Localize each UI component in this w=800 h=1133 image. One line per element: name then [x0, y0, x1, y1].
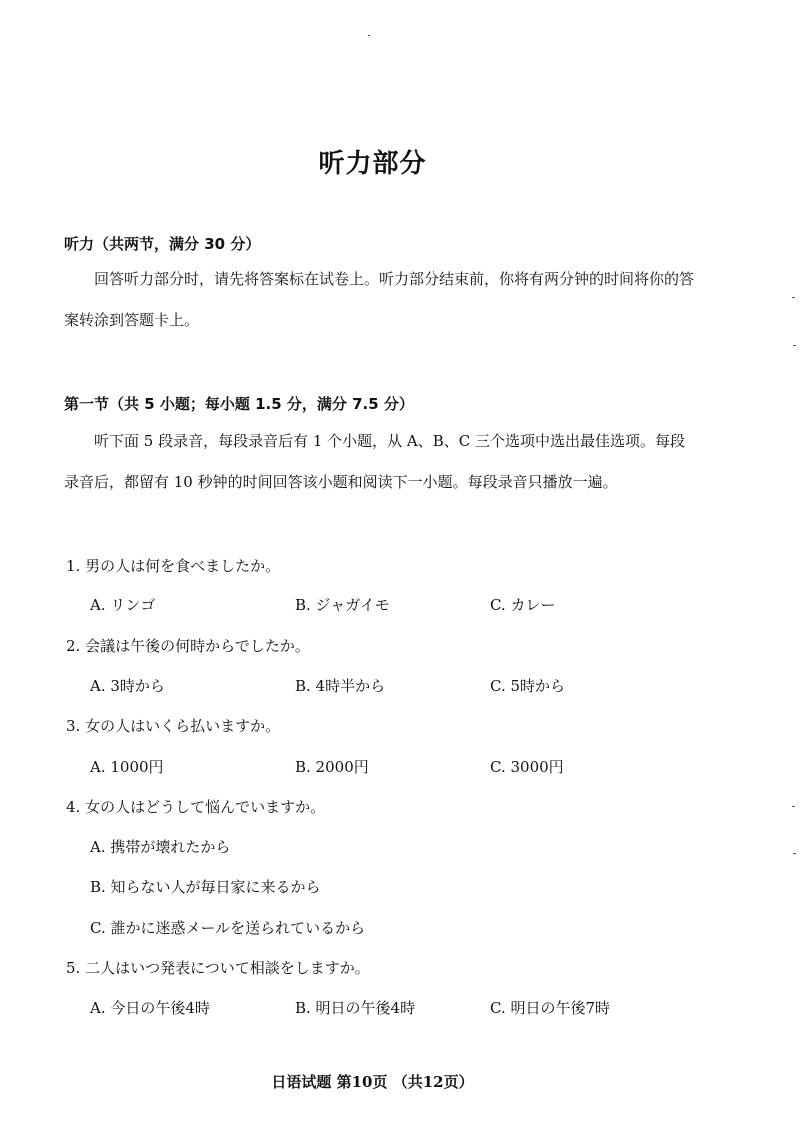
question-4-option-a: A. 携帯が壊れたから: [90, 838, 231, 856]
question-2-option-a: A. 3時から: [90, 677, 165, 695]
scan-speck: [793, 345, 796, 346]
question-5-option-c: C. 明日の午後7時: [490, 999, 611, 1017]
page-footer: 日语试题 第10页 （共12页）: [271, 1073, 474, 1091]
question-1: 1. 男の人は何を食べましたか。: [66, 557, 281, 575]
question-1-option-a: A. リンゴ: [90, 596, 156, 614]
section1-instructions: 听下面 5 段录音，每段录音后有 1 个小题，从 A、B、C 三个选项中选出最佳选项。每段录音后，都留有 10 秒钟的时间回答该小题和阅读下一小题。每段录音只播放一遍。: [64, 432, 686, 491]
question-1-option-b: B. ジャガイモ: [295, 596, 390, 614]
question-3-option-b: B. 2000円: [295, 758, 369, 776]
page-title: 听力部分: [318, 149, 427, 179]
scan-speck: [793, 853, 796, 854]
listening-heading: 听力（共两节，满分 30 分）: [64, 235, 261, 253]
question-4: 4. 女の人はどうして悩んでいますか。: [66, 798, 326, 816]
question-5-option-a: A. 今日の午後4時: [90, 999, 210, 1017]
question-5: 5. 二人はいつ発表について相談をしますか。: [66, 959, 370, 977]
section1-heading: 第一节（共 5 小题；每小题 1.5 分，满分 7.5 分）: [64, 395, 414, 413]
question-4-option-b: B. 知らない人が毎日家に来るから: [90, 878, 321, 896]
question-2: 2. 会議は午後の何時からでしたか。: [66, 637, 310, 655]
scan-speck: [368, 35, 370, 36]
question-3-option-c: C. 3000円: [490, 758, 564, 776]
listening-instructions: 回答听力部分时，请先将答案标在试卷上。听力部分结束前，你将有两分钟的时间将你的答案转涂到答题卡上。: [64, 270, 695, 329]
question-2-option-c: C. 5時から: [490, 677, 566, 695]
question-2-option-b: B. 4時半から: [295, 677, 386, 695]
question-3-option-a: A. 1000円: [90, 758, 164, 776]
scan-speck: [792, 297, 795, 298]
question-1-option-c: C. カレー: [490, 596, 556, 614]
question-5-option-b: B. 明日の午後4時: [295, 999, 416, 1017]
question-3: 3. 女の人はいくら払いますか。: [66, 717, 281, 735]
question-4-option-c: C. 誰かに迷惑メールを送られているから: [90, 919, 366, 937]
scan-speck: [792, 806, 795, 807]
